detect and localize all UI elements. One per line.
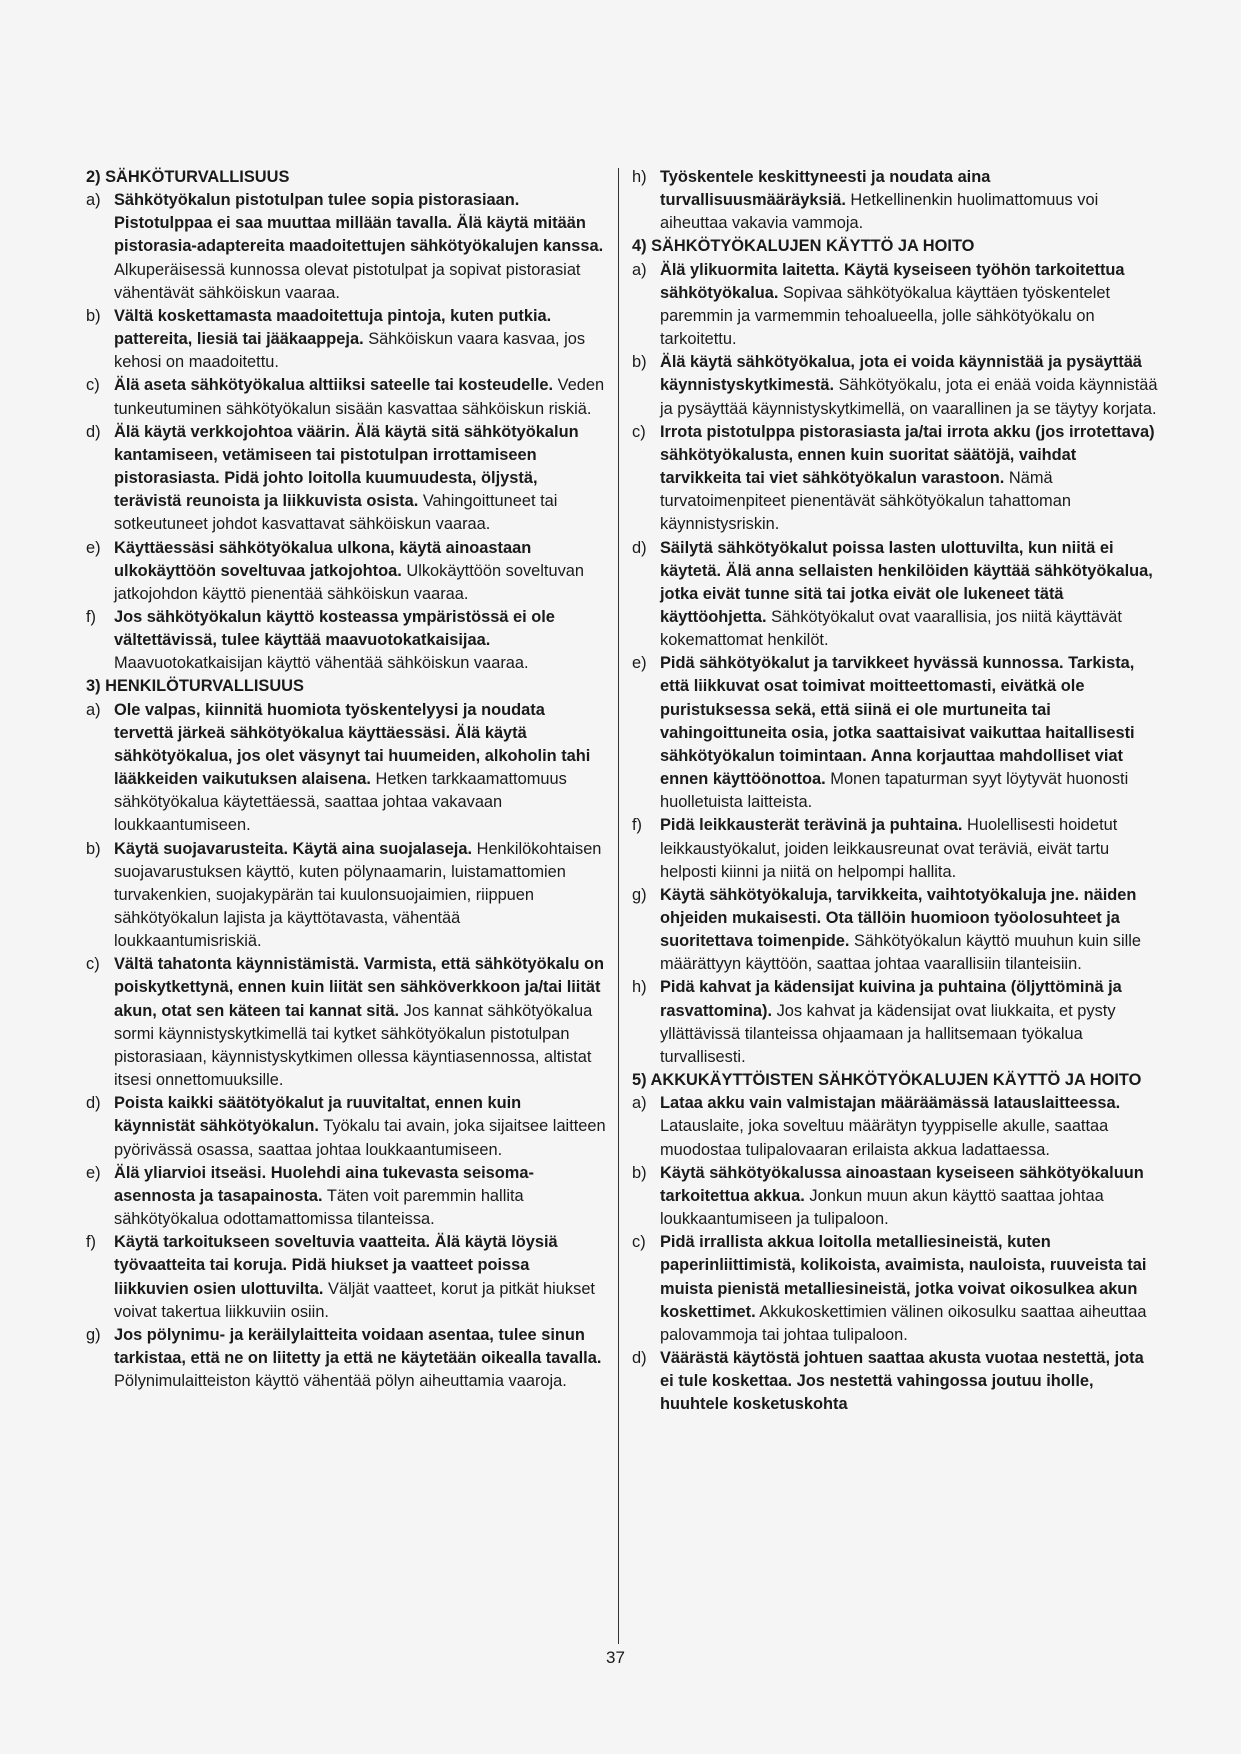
item-marker: d) [632,538,647,557]
item-marker: c) [632,422,646,441]
item-body-text: Jos kannat sähkötyökalua sormi käynnistyskytkimellä tai kytket sähkötyökalun pistotulpan pistorasiaan, käynnistyskytkimen ollessa käyntiasennossa, altistat itsesi onnettomuuksille. [114,1001,593,1090]
item-marker: e) [86,538,101,557]
list-item [86,537,606,606]
item-marker: a) [86,191,101,210]
list-item [86,838,606,954]
item-body-text: Akkukoskettimien välinen oikosulku saattaa aiheuttaa palovammoja tai johtaa tulipaloon. [660,1302,1147,1344]
item-body-text: Täten voit paremmin hallita sähkötyökalua odottamattomissa tilanteissa. [114,1186,524,1229]
section4-list [632,259,1158,1069]
item-marker: h) [632,168,647,186]
item-body-text: Työkalu tai avain, joka sijaitsee laitteen pyörivässä osassa, saattaa johtaa loukkaantumiseen. [114,1117,606,1159]
list-item [632,652,1158,814]
item-lead-text: Käytä sähkötyökaluja, tarvikkeita, vaihtotyökaluja jne. näiden ohjeiden mukaisesti. Ota tällöin huomioon työolosuhteet ja suoritettava toimenpide. [660,885,1137,951]
item-lead-text: Käytä sähkötyökalussa ainoastaan kyseiseen sähkötyökaluun tarkoitettua akkua. [660,1163,1144,1205]
item-body-text: Jonkun muun akun käyttö saattaa johtaa loukkaantumiseen ja tulipaloon. [660,1186,1104,1229]
section3-list [86,699,606,1394]
item-lead-text: Pidä irrallista akkua loitolla metalliesineistä, kuten paperinliittimistä, kolikoista, avaimista, nauloista, ruuveista tai muista pienistä metalliesineistä, jotka voivat oikosulkea akun koskettimet. [660,1233,1147,1321]
list-item [632,1347,1158,1416]
item-lead-text: Sähkötyökalun pistotulpan tulee sopia pistorasiaan. Pistotulppaa ei saa muuttaa millään tavalla. Älä käytä mitään pistorasia-adaptereita maadoitettujen sähkötyökalujen kanssa. [114,191,604,256]
item-lead-text: Vältä koskettamasta maadoitettuja pintoja, kuten putkia. pattereita, liesiä tai jääkaappeja. [114,306,552,349]
right-column [632,166,1158,1416]
item-lead-text: Käyttäessäsi sähkötyökalua ulkona, käytä ainoastaan ulkokäyttöön soveltuvaa jatkojohtoa. [114,538,532,580]
list-item [632,1092,1158,1161]
list-item [632,1162,1158,1231]
item-lead-text: Älä yliarvioi itseäsi. Huolehdi aina tukevasta seisoma-asennosta ja tasapainosta. [114,1163,534,1205]
item-body-text: Sopivaa sähkötyökalua käyttäen työskentelet paremmin ja varmemmin tehoalueella, jolle sähkötyökalu on tarkoitettu. [660,283,1111,349]
item-body-text: Maavuotokatkaisijan käyttö vähentää sähköiskun vaaraa. [114,654,529,673]
list-item [632,884,1158,977]
item-lead-text: Älä käytä sähkötyökalua, jota ei voida käynnistää ja pysäyttää käynnistyskytkimestä. [660,353,1142,395]
item-marker: b) [86,839,101,858]
list-item [632,421,1158,537]
item-body-text: Sähköiskun vaara kasvaa, jos kehosi on maadoitettu. [114,330,586,372]
list-item [86,374,606,420]
item-lead-text: Poista kaikki säätötyökalut ja ruuvitaltat, ennen kuin käynnistät sähkötyökalun. [114,1094,522,1136]
item-body-text: Väljät vaatteet, korut ja pitkät hiukset voivat takertua liikkuviin osiin. [114,1279,595,1321]
item-body-text: Latauslaite, joka soveltuu määrätyn tyyppiselle akulle, saattaa muodostaa tulipalovaaran erilaista akkua ladattaessa. [660,1117,1109,1159]
item-body-text: Monen tapaturman syyt löytyvät huonosti huolletuista laitteista. [660,770,1129,812]
item-marker: c) [86,376,100,395]
item-lead-text: Älä aseta sähkötyökalua alttiiksi sateelle tai kosteudelle. [114,376,554,395]
item-body-text: Nämä turvatoimenpiteet pienentävät sähkötyökalun tahattoman käynnistysriskin. [660,469,1071,534]
list-item [86,1092,606,1161]
item-marker: a) [632,1094,647,1113]
list-item [86,953,606,1092]
item-marker: a) [86,700,101,719]
left-column [86,166,606,1393]
list-item [86,421,606,537]
list-item [86,699,606,838]
page-number: 37 [606,1648,625,1667]
item-marker: f) [86,1233,97,1252]
section-heading-electrical-safety: 2) SÄHKÖTURVALLISUUS [86,168,290,186]
item-lead-text: Pidä sähkötyökalut ja tarvikkeet hyvässä kunnossa. Tarkista, että liikkuvat osat toimivat moitteettomasti, eivätkä ole puristuksessa sekä, että siinä ei ole murtuneita tai vahingoittuneita osia, jotka saattaisivat vaikuttaa haitallisesti sähkötyökalun toimintaan. Anna korjauttaa mahdolliset viat ennen käyttöönottoa. [660,654,1135,789]
item-body-text: Sähkötyökalun käyttö muuhun kuin sille määrättyyn käyttöön, saattaa johtaa vaarallisiin tilanteisiin. [660,932,1141,974]
list-item [632,351,1158,420]
item-body-text: Hetken tarkkaamattomuus sähkötyökalua käytettäessä, saattaa johtaa vakavaan loukkaantumiseen. [114,770,567,835]
item-lead-text: Käytä tarkoitukseen soveltuvia vaatteita. Älä käytä löysiä työvaatteita tai koruja. Pidä hiukset ja vaatteet poissa liikkuvien osien ulottuvilta. [114,1233,558,1298]
item-body-text: Vahingoittuneet tai sotkeutuneet johdot kasvattavat sähköiskun vaaraa. [114,492,558,534]
item-body-text: Hetkellinenkin huolimattomuus voi aiheuttaa vakavia vammoja. [660,191,1099,233]
item-lead-text: Vältä tahatonta käynnistämistä. Varmista, että sähkötyökalu on poiskytkettynä, ennen kuin liität sen sähköverkkoon ja/tai liität akun, otat sen käteen tai kannat sitä. [114,955,605,1020]
section-heading-battery-tool-use: 5) AKKUKÄYTTÖISTEN SÄHKÖTYÖKALUJEN KÄYTTÖ JA HOITO [632,1071,1142,1090]
item-lead-text: Lataa akku vain valmistajan määräämässä latauslaitteessa. [660,1094,1121,1113]
list-item [632,976,1158,1069]
item-lead-text: Työskentele keskittyneesti ja noudata aina turvallisuusmääräyksiä. [660,168,991,210]
section-heading-tool-use-and-care: 4) SÄHKÖTYÖKALUJEN KÄYTTÖ JA HOITO [632,237,975,256]
item-marker: f) [86,607,97,626]
item-marker: b) [86,306,101,325]
list-item [86,606,606,675]
section5-list [632,1092,1158,1416]
list-item [632,537,1158,653]
list-item [86,1324,606,1393]
item-lead-text: Älä ylikuormita laitetta. Käytä kyseiseen työhön tarkoitettua sähkötyökalua. [660,260,1125,302]
list-item [632,1231,1158,1347]
item-marker: e) [86,1163,101,1182]
item-marker: a) [632,260,647,279]
item-body-text: Huolellisesti hoidetut leikkaustyökalut, joiden leikkausreunat ovat teräviä, eivät tartu helposti kiinni ja niitä on helpompi hallita. [660,816,1118,881]
item-body-text: Veden tunkeutuminen sähkötyökalun sisään kasvattaa sähköiskun riskiä. [114,376,605,418]
item-lead-text: Säilytä sähkötyökalut poissa lasten ulottuvilta, kun niitä ei käytetä. Älä anna sellaisten henkilöiden käyttää sähkötyökalua, jotka eivät tunne sitä tai jotka eivät ole lukeneet tätä käyttöohjetta. [660,538,1153,626]
list-item [632,259,1158,352]
item-marker: d) [86,422,101,441]
column-divider [618,168,619,1644]
item-lead-text: Jos pölynimu- ja keräilylaitteita voidaan asentaa, tulee sinun tarkistaa, että ne on liitetty ja että ne käytetään oikealla tavalla. [114,1325,602,1367]
item-body-text: Ulkokäyttöön soveltuvan jatkojohdon käyttö pienentää sähköiskun vaaraa. [114,561,585,603]
list-item [86,1231,606,1324]
item-marker: d) [86,1094,101,1113]
item-marker: e) [632,654,647,673]
item-body-text: Pölynimulaitteiston käyttö vähentää pölyn aiheuttamia vaaroja. [114,1372,567,1391]
item-marker: d) [632,1348,647,1367]
item-body-text: Henkilökohtaisen suojavarustuksen käyttö, kuten pölynaamarin, luistamattomien turvakenkien, suojakypärän tai kuulonsuojaimien, riippuen sähkötyökalun lajista ja käyttötavasta, vähentää loukkaantumisriskiä. [114,839,602,951]
item-lead-text: Pidä kahvat ja kädensijat kuivina ja puhtaina (öljyttöminä ja rasvattomina). [660,978,1122,1020]
section3-continued-list [632,166,1158,235]
item-lead-text: Älä käytä verkkojohtoa väärin. Älä käytä sitä sähkötyökalun kantamiseen, vetämiseen tai pistotulpan irrottamiseen pistorasiasta. Pidä johto loitolla kuumuudesta, öljystä, terävistä reunoista ja liikkuvista osista. [114,422,579,511]
list-item [86,1162,606,1231]
list-item [86,189,606,305]
item-marker: g) [632,885,647,904]
item-body-text: Alkuperäisessä kunnossa olevat pistotulpat ja sopivat pistorasiat vähentävät sähköiskun vaaraa. [114,260,581,302]
item-body-text: Jos kahvat ja kädensijat ovat liukkaita, et pysty yllättävissä tilanteissa ohjaamaan ja hallitsemaan työkalua turvallisesti. [660,1001,1116,1066]
list-item [86,305,606,374]
item-marker: c) [632,1233,646,1252]
item-lead-text: Irrota pistotulppa pistorasiasta ja/tai irrota akku (jos irrotettava) sähkötyökalusta, ennen kuin suoritat säätöjä, vaihdat tarvikkeita tai viet sähkötyökalun varastoon. [660,422,1155,488]
section-heading-personal-safety: 3) HENKILÖTURVALLISUUS [86,677,304,696]
item-marker: g) [86,1325,101,1344]
item-marker: h) [632,978,647,997]
item-body-text: Sähkötyökalu, jota ei enää voida käynnistää ja pysäyttää käynnistyskytkimellä, on vaarallinen ja se täytyy korjata. [660,376,1158,418]
list-item [632,814,1158,883]
item-lead-text: Ole valpas, kiinnitä huomiota työskentelyysi ja noudata tervettä järkeä sähkötyökalua käyttäessäsi. Älä käytä sähkötyökalua, jos olet väsynyt tai huumeiden, alkoholin tahi lääkkeiden vaikutuksen alaisena. [114,700,591,789]
item-lead-text: Käytä suojavarusteita. Käytä aina suojalaseja. [114,839,473,858]
item-marker: c) [86,955,100,974]
item-body-text: Sähkötyökalut ovat vaarallisia, jos niitä käyttävät kokemattomat henkilöt. [660,607,1122,650]
item-marker: f) [632,816,643,835]
item-marker: b) [632,353,647,372]
item-lead-text: Pidä leikkausterät terävinä ja puhtaina. [660,816,963,835]
item-lead-text: Jos sähkötyökalun käyttö kosteassa ympäristössä ei ole vältettävissä, tulee käyttää maavuotokatkaisijaa. [114,607,555,650]
item-lead-text: Väärästä käytöstä johtuen saattaa akusta vuotaa nestettä, jota ei tule koskettaa. Jos nestettä vahingossa joutuu iholle, huuhtele kosketuskohta [660,1348,1144,1414]
section2-list [86,189,606,675]
list-item [632,166,1158,235]
item-marker: b) [632,1163,647,1182]
